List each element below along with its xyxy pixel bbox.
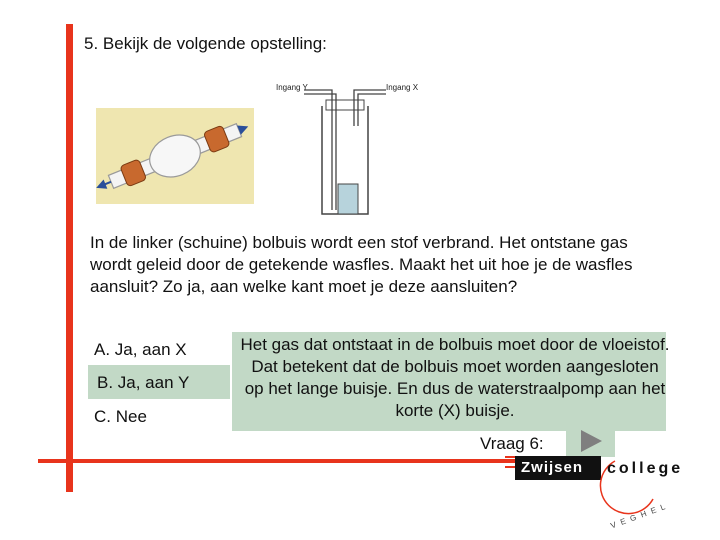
red-horizontal-rule <box>38 459 518 463</box>
option-b[interactable]: B. Ja, aan Y <box>97 373 190 392</box>
red-vertical-rule <box>66 24 73 492</box>
school-logo <box>503 453 693 536</box>
wash-bottle-diagram <box>300 86 390 218</box>
slide-title: 5. Bekijk de volgende opstelling: <box>84 34 327 53</box>
feedback-text: Het gas dat ontstaat in de bolbuis moet door de vloeistof. Dat betekent dat de bolbuis moet worden aangesloten op het lange buisje. En dus de waterstraalpomp aan het korte (X) buisje. <box>240 335 670 420</box>
logo-zwijsen: Zwijsen <box>521 459 584 476</box>
option-a[interactable]: A. Ja, aan X <box>94 340 187 359</box>
option-c[interactable]: C. Nee <box>94 407 147 426</box>
next-question-label: Vraag 6: <box>480 434 544 453</box>
inlet-x-label: Ingang X <box>386 83 419 92</box>
logo-college: college <box>607 460 684 477</box>
question-text: In de linker (schuine) bolbuis wordt een stof verbrand. Het ontstane gas wordt geleid door de getekende wasfles. Maakt het uit hoe je de wasfles aansluit? Zo ja, aan welke kant moet je deze aansluiten? <box>90 233 633 296</box>
bulb-tube-illustration <box>96 108 254 204</box>
logo-veghel: VEGHEL <box>609 500 672 531</box>
inlet-y-label: Ingang Y <box>276 83 308 92</box>
